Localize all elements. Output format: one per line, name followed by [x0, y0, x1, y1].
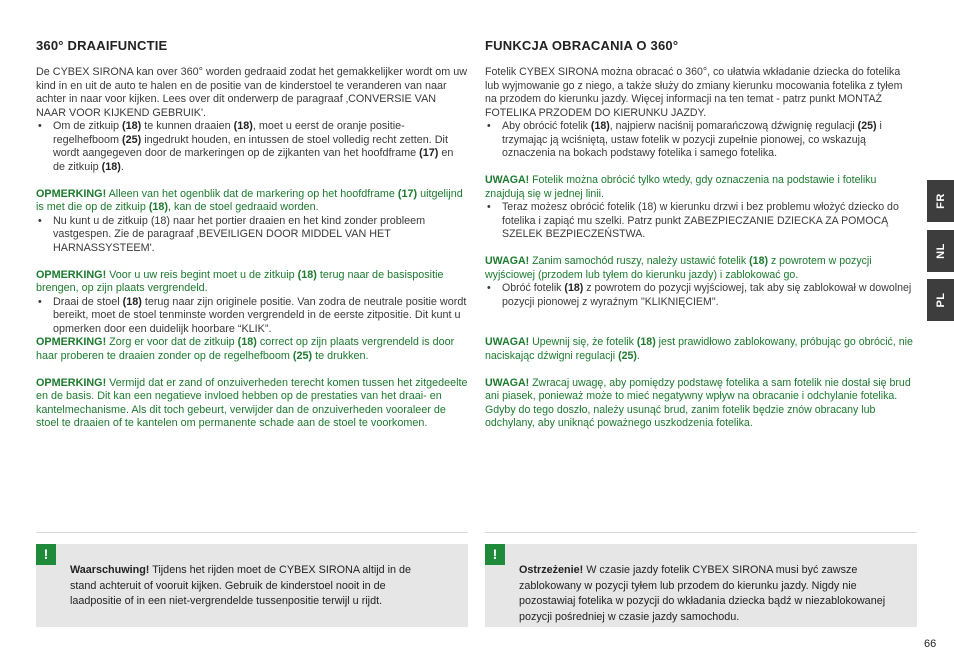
note-paragraph: OPMERKING! Vermijd dat er zand of onzuiverheden terecht komen tussen het zitgedeelte en de basis. Dit kan een negatieve invloed hebben op de prestaties van het draai- en kantelmechanisme. Als dit toch gebeurt, verwijder dan de onzuiverheden vooraleer de stoel te draaien of te kantelen om permanente schade aan de stoel te voorkomen. — [36, 376, 468, 429]
intro-paragraph: De CYBEX SIRONA kan over 360° worden gedraaid zodat het gemakkelijker wordt om uw kind in en uit de auto te halen en de positie van de kinderstoel te veranderen van naar achter in naar voor kijken. Lees over dit onderwerp de paragraaf ‚CONVERSIE VAN NAAR VOOR KIJKEND GEBRUIK'. — [36, 66, 468, 119]
bullet-item: • Obróć fotelik (18) z powrotem do pozycji wyjściowej, tak aby się zablokował w dowolnej pozycji pionowej z wyraźnym "KLIKNIĘCIEM". — [485, 282, 917, 309]
language-tab-pl[interactable]: PL — [927, 279, 954, 321]
warning-text: Waarschuwing! Tijdens het rijden moet de CYBEX SIRONA altijd in de stand achteruit of vooruit kijken. Gebruik de kinderstoel nooit in de laadpositie of in een niet-vergrendelde tussenpositie terwijl u rijdt. — [70, 564, 412, 607]
divider-line — [36, 532, 468, 533]
warning-text: Ostrzeżenie! W czasie jazdy fotelik CYBEX SIRONA musi być zawsze zablokowany w pozycji tyłem lub przodem do kierunku jazdy. Nigdy nie pozostawiaj fotelika w pozycji do wkładania dziecka bądź w niezablokowanej pozycji pośredniej w czasie jazdy samochodu. — [519, 564, 886, 623]
intro-paragraph: Fotelik CYBEX SIRONA można obracać o 360°, co ułatwia wkładanie dziecka do fotelika lub wyjmowanie go z niego, a także służy do zmiany kierunku mocowania fotelika z tyłem na przodem do kierunku jazdy. Więcej informacji na ten temat - patrz punkt MONTAŻ FOTELIKA PRZODEM DO KIERUNKU JAZDY. — [485, 66, 903, 119]
note-paragraph: UWAGA! Fotelik można obrócić tylko wtedy, gdy oznaczenia na podstawie i foteliku znajdują się w jednej linii. — [485, 174, 877, 200]
bullet-item: • Nu kunt u de zitkuip (18) naar het portier draaien en het kind zonder probleem vastgespen. Zie de paragraaf ‚BEVEILIGEN DOOR MIDDEL VAN HET HARNASSYSTEEM'. — [36, 215, 468, 256]
language-tab-nl[interactable]: NL — [927, 230, 954, 272]
bullet-item: • Teraz możesz obrócić fotelik (18) w kierunku drzwi i bez problemu włożyć dziecko do fotelika i zapiąć mu szelki. Patrz punkt ZABEZPIECZANIE DZIECKA ZA POMOCĄ SZELEK BEZPIECZEŃSTWA. — [485, 201, 917, 242]
section-body — [36, 66, 468, 431]
bullet-item: • Draai de stoel (18) terug naar zijn originele positie. Van zodra de neutrale positie wordt bereikt, moet de stoel tenminste worden vergrendeld in de eerste zitpositie. Dit kunt u opmerken door een duidelijk hoorbare “KLIK”. — [36, 296, 468, 337]
note-paragraph: OPMERKING! Alleen van het ogenblik dat de markering op het hoofdframe (17) uitgelijnd is met die op de zitkuip (18), kan de stoel gedraaid worden. — [36, 187, 463, 213]
page-number: 66 — [924, 638, 937, 650]
note-paragraph: UWAGA! Zwracaj uwagę, aby pomiędzy podstawę fotelika a sam fotelik nie dostał się brud ani piasek, ponieważ może to mieć negatywny wpływ na obracanie i odchylanie fotelika. Gdyby do tego doszło, należy usunąć brud, zanim fotelik będzie znów obracany lub odchylany, aby uniknąć poważnego uszkodzenia fotelika. — [485, 376, 911, 429]
note-paragraph: UWAGA! Upewnij się, że fotelik (18) jest prawidłowo zablokowany, próbując go obrócić, nie naciskając dźwigni regulacji (25). — [485, 336, 913, 362]
note-paragraph: OPMERKING! Zorg er voor dat de zitkuip (18) correct op zijn plaats vergrendeld is door haar proberen te draaien zonder op de regelhefboom (25) te drukken. — [36, 336, 455, 362]
note-paragraph: OPMERKING! Voor u uw reis begint moet u de zitkuip (18) terug naar de basispositie brengen, op zijn plaats vergrendeld. — [36, 268, 444, 294]
note-paragraph: UWAGA! Zanim samochód ruszy, należy ustawić fotelik (18) z powrotem w pozycji wyjściowej (przodem lub tyłem do kierunku jazdy) i zablokować go. — [485, 255, 872, 281]
warning-box — [485, 544, 917, 627]
section-body — [485, 66, 917, 431]
language-tab-fr[interactable]: FR — [927, 180, 954, 222]
bullet-item: • Om de zitkuip (18) te kunnen draaien (18), moet u eerst de oranje positie-regelhefboom (25) ingedrukt houden, en intussen de stoel volledig recht zetten. Dit wordt aangegeven door de markeringen op de zijkanten van het hoofdframe (17) en de zitkuip (18). — [36, 120, 468, 174]
warning-icon: ! — [36, 544, 56, 565]
section-title: 360° DRAAIFUNCTIE — [36, 38, 168, 53]
divider-line — [485, 532, 917, 533]
bullet-item: • Aby obrócić fotelik (18), najpierw naciśnij pomarańczową dźwignię regulacji (25) i trzymając ją wciśniętą, ustaw fotelik w pozycji zupełnie pionowej, co wskazują oznaczenia na bokach podstawy fotelika i samego fotelika. — [485, 120, 917, 161]
warning-box — [36, 544, 468, 627]
warning-icon: ! — [485, 544, 505, 565]
section-title: FUNKCJA OBRACANIA O 360° — [485, 38, 679, 53]
